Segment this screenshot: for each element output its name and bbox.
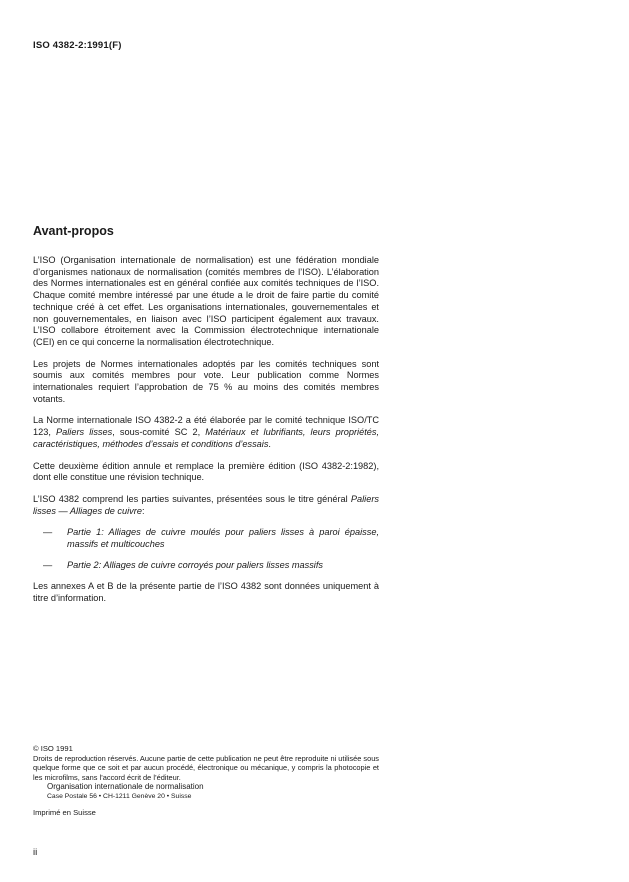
paragraph-annexes: Les annexes A et B de la présente partie de l’ISO 4382 sont données uniquement à titre d’information. [33,581,379,604]
document-identifier: ISO 4382-2:1991(F) [33,40,122,51]
dash-bullet: — [43,527,53,538]
committee-text-3: . [268,438,271,449]
paragraph-edition: Cette deuxième édition annule et remplace la première édition (ISO 4382-2:1982), dont elle constitue une révision technique. [33,460,379,483]
parts-intro-colon: : [141,505,145,516]
copyright-line: © ISO 1991 [33,744,73,753]
section-title: Avant-propos [33,224,114,238]
committee-title: Paliers lisses [56,427,113,438]
committee-text-2: , sous-comité SC 2, [112,427,206,438]
organisation-name: Organisation internationale de normalisation [47,782,204,792]
copyright-footer [33,744,379,817]
paragraph-committee [33,415,379,450]
list-item-label: Partie 1: Alliages de cuivre moulés pour paliers lisses à paroi épaisse, massifs et multicouches [67,527,379,550]
parts-list [33,527,379,571]
paragraph-iso-description: L’ISO (Organisation internationale de normalisation) est une fédération mondiale d’organismes nationaux de normalisation (comités membres de l’ISO). L’élaboration des Normes internationales est en général confiée aux comités techniques de l’ISO. Chaque comité membre intéressé par une étude a le droit de faire partie du comité technique créé à cet effet. Les organisations internationales, gouvernementales et non gouvernementales, en liaison avec l’ISO participent également aux travaux. L’ISO collabore étroitement avec la Commission électrotechnique internationale (CEI) en ce qui concerne la normalisation électrotechnique. [33,255,379,347]
list-item [33,527,379,550]
foreword-body [33,255,379,615]
committee-text-1: La Norme internationale ISO 4382-2 a été élaborée par le comité technique ISO/TC 123, [33,415,379,438]
printed-in: Imprimé en Suisse [33,807,96,817]
parts-intro-text: L’ISO 4382 comprend les parties suivantes, présentées sous le titre général [33,493,351,504]
subcommittee-title: Matériaux et lubrifiants, leurs propriétés, caractéristiques, méthodes d’essais et conditions d’essais [33,427,380,449]
dash-bullet: — [43,559,53,570]
parts-general-title: Paliers lisses — Alliages de cuivre [33,493,379,516]
rights-statement: Droits de reproduction réservés. Aucune partie de cette publication ne peut être reproduite ni utilisée sous quelque forme que ce soit et par aucun procédé, électronique ou mécanique, y compris la photocopie et les microfilms, sans l’accord écrit de l’éditeur. [33,753,379,782]
list-item [33,560,379,572]
page-number: ii [33,847,38,858]
paragraph-voting: Les projets de Normes internationales adoptés par les comités techniques sont soumis aux comités membres pour vote. Leur publication comme Normes internationales requiert l’approbation de 75 % au moins des comités membres votants. [33,358,379,404]
paragraph-parts-intro [33,494,379,517]
organisation-address: Case Postale 56 • CH-1211 Genève 20 • Suisse [47,792,192,800]
list-item-label: Partie 2: Alliages de cuivre corroyés pour paliers lisses massifs [67,559,323,570]
